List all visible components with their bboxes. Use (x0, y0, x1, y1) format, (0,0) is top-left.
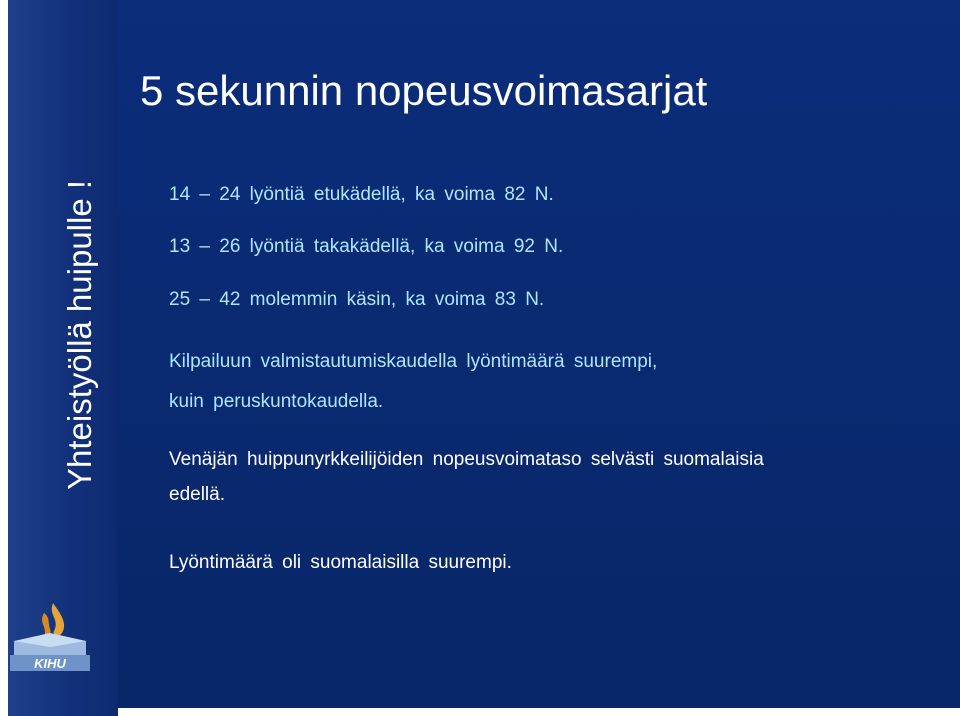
flame-icon (52, 603, 64, 636)
bottom-border (118, 708, 960, 716)
text-line: kuin peruskuntokaudella. (169, 391, 384, 412)
sidebar-slogan: Yhteistyöllä huipulle ! (61, 179, 98, 490)
kihu-logo (8, 595, 92, 675)
text-line: Kilpailuun valmistautumiskaudella lyöntimäärä suurempi, (169, 351, 658, 372)
slide-title: 5 sekunnin nopeusvoimasarjat (140, 67, 708, 114)
text-line: Venäjän huippunyrkkeilijöiden nopeusvoimataso selvästi suomalaisia (169, 449, 764, 470)
sidebar (0, 0, 118, 716)
text-line: 25 – 42 molemmin käsin, ka voima 83 N. (169, 289, 545, 310)
slide-content (118, 0, 960, 708)
text-line: Lyöntimäärä oli suomalaisilla suurempi. (169, 552, 512, 573)
logo-text: KIHU (34, 656, 66, 671)
text-line: edellä. (169, 484, 225, 505)
text-line: 14 – 24 lyöntiä etukädellä, ka voima 82 N. (169, 184, 554, 205)
text-line: 13 – 26 lyöntiä takakädellä, ka voima 92 N. (169, 236, 564, 257)
